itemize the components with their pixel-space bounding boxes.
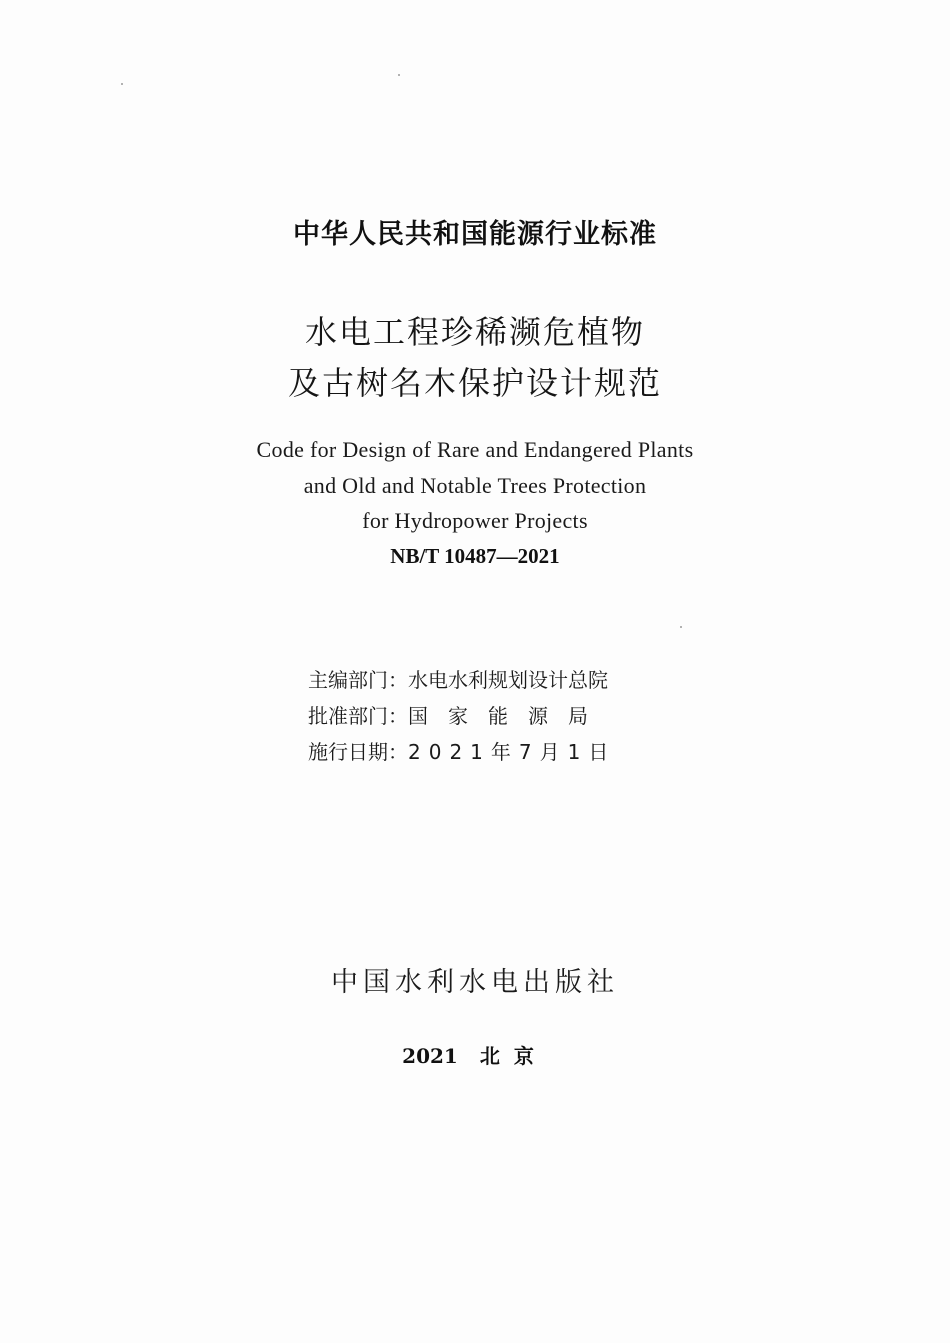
- approver-label: 批准部门：: [308, 704, 408, 728]
- english-title-line-3: for Hydropower Projects: [362, 508, 588, 533]
- publication-year-city: [0, 1040, 950, 1069]
- scan-speck: [398, 74, 400, 76]
- publication-year: 2021: [402, 1044, 458, 1068]
- english-title-line-1: Code for Design of Rare and Endangered Plants: [256, 437, 694, 462]
- scan-speck: [680, 626, 682, 628]
- chinese-title-line-2: 及古树名木保护设计规范: [287, 364, 662, 402]
- publisher-name: 中国水利水电出版社: [331, 967, 619, 998]
- scan-speck: [121, 83, 123, 85]
- chief-editor-label: 主编部门：: [308, 668, 408, 692]
- chief-editor-row: [308, 662, 616, 698]
- standard-category-heading: 中华人民共和国能源行业标准: [293, 219, 657, 250]
- effective-date-value: 2021年7月1日: [408, 740, 617, 764]
- publication-info: [308, 662, 616, 770]
- effective-date-label: 施行日期：: [308, 740, 408, 764]
- english-title-line-2: and Old and Notable Trees Protection: [303, 473, 647, 498]
- approver-row: [308, 698, 616, 734]
- standard-number: NB/T 10487—2021: [390, 544, 560, 568]
- effective-date-row: [308, 734, 616, 770]
- chief-editor-value: 水电水利规划设计总院: [408, 668, 608, 692]
- publication-city: 北京: [479, 1044, 548, 1068]
- approver-value: 国家能源局: [408, 704, 608, 728]
- chinese-title-line-1: 水电工程珍稀濒危植物: [304, 313, 645, 351]
